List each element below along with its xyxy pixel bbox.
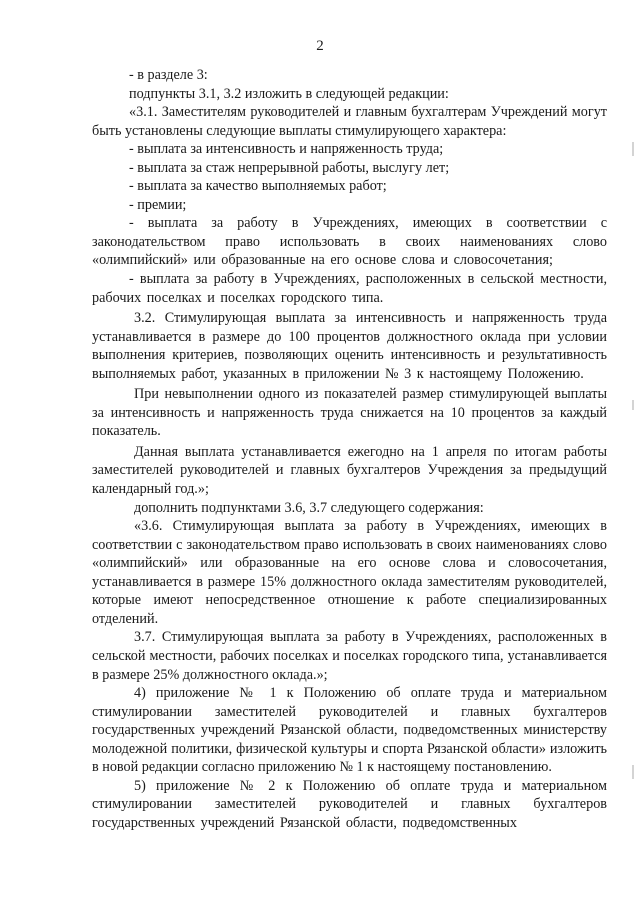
paragraph-item-3-1: «3.1. Заместителям руководителей и главным бухгалтерам Учреждений могут быть установлены следующие выплаты стимулирующего характера: <box>92 104 607 139</box>
paragraph-add-subitems: дополнить подпунктами 3.6, 3.7 следующего содержания: <box>134 499 484 516</box>
scan-mark <box>632 142 634 156</box>
paragraph-item-3-7: 3.7. Стимулирующая выплата за работу в Учреждениях, расположенных в сельской местности, рабочих поселках и поселках городского типа, устанавливается в размере 25% должностного оклада.»; <box>92 629 607 683</box>
scan-mark <box>632 400 634 410</box>
paragraph-reduction: При невыполнении одного из показателей размер стимулирующей выплаты за интенсивность и напряженность труда снижается на 10 процентов за каждый показатель. <box>92 386 607 440</box>
list-item-bonuses: - премии; <box>129 196 187 213</box>
scan-mark <box>632 765 634 779</box>
paragraph-item-3-6: «3.6. Стимулирующая выплата за работу в Учреждениях, имеющих в соответствии с законодательством право использовать в своих наименованиях слово «олимпийский» или образованные на его основе слова и словосочетания, устанавливается в размере 15% должностного оклада заместителям руководителей, которые имеют непосредственное отношение к работе специализированных отделений. <box>92 518 607 627</box>
paragraph-subitems-3-1-3-2: подпункты 3.1, 3.2 изложить в следующей редакции: <box>129 85 449 102</box>
document-body <box>92 66 607 832</box>
list-item-seniority-payment: - выплата за стаж непрерывной работы, выслугу лет; <box>129 159 450 176</box>
paragraph-item-5: 5) приложение № 2 к Положению об оплате труда и материальном стимулировании заместителей руководителей и главных бухгалтеров государственных учреждений Рязанской области, подведомственных <box>92 777 607 831</box>
list-item-rural-payment: - выплата за работу в Учреждениях, расположенных в сельской местности, рабочих поселках и поселках городского типа. <box>92 271 607 306</box>
paragraph-section-3-intro: - в разделе 3: <box>129 67 208 83</box>
list-item-olympic-payment: - выплата за работу в Учреждениях, имеющих в соответствии с законодательством право использовать в своих наименованиях слово «олимпийский» или образованные на его основе слова и словосочетания; <box>92 215 607 269</box>
paragraph-item-4: 4) приложение № 1 к Положению об оплате труда и материальном стимулировании заместителей руководителей и главных бухгалтеров государственных учреждений Рязанской области, подведомственных министерству молодежной политики, физической культуры и спорта Рязанской области» изложить в новой редакции согласно приложению № 1 к настоящему постановлению. <box>92 685 607 776</box>
paragraph-item-3-2: 3.2. Стимулирующая выплата за интенсивность и напряженность труда устанавливается в размере до 100 процентов должностного оклада при условии выполнения критериев, позволяющих оценить интенсивность и результативность выполняемых работ, указанных в приложении № 3 к настоящему Положению. <box>92 310 607 382</box>
list-item-quality-payment: - выплата за качество выполняемых работ; <box>129 178 387 195</box>
paragraph-annual-payment: Данная выплата устанавливается ежегодно на 1 апреля по итогам работы заместителей руководителей и главных бухгалтеров Учреждения за предыдущий календарный год.»; <box>92 443 607 498</box>
page-number: 2 <box>316 38 324 54</box>
list-item-intensity-payment: - выплата за интенсивность и напряженность труда; <box>129 141 444 158</box>
